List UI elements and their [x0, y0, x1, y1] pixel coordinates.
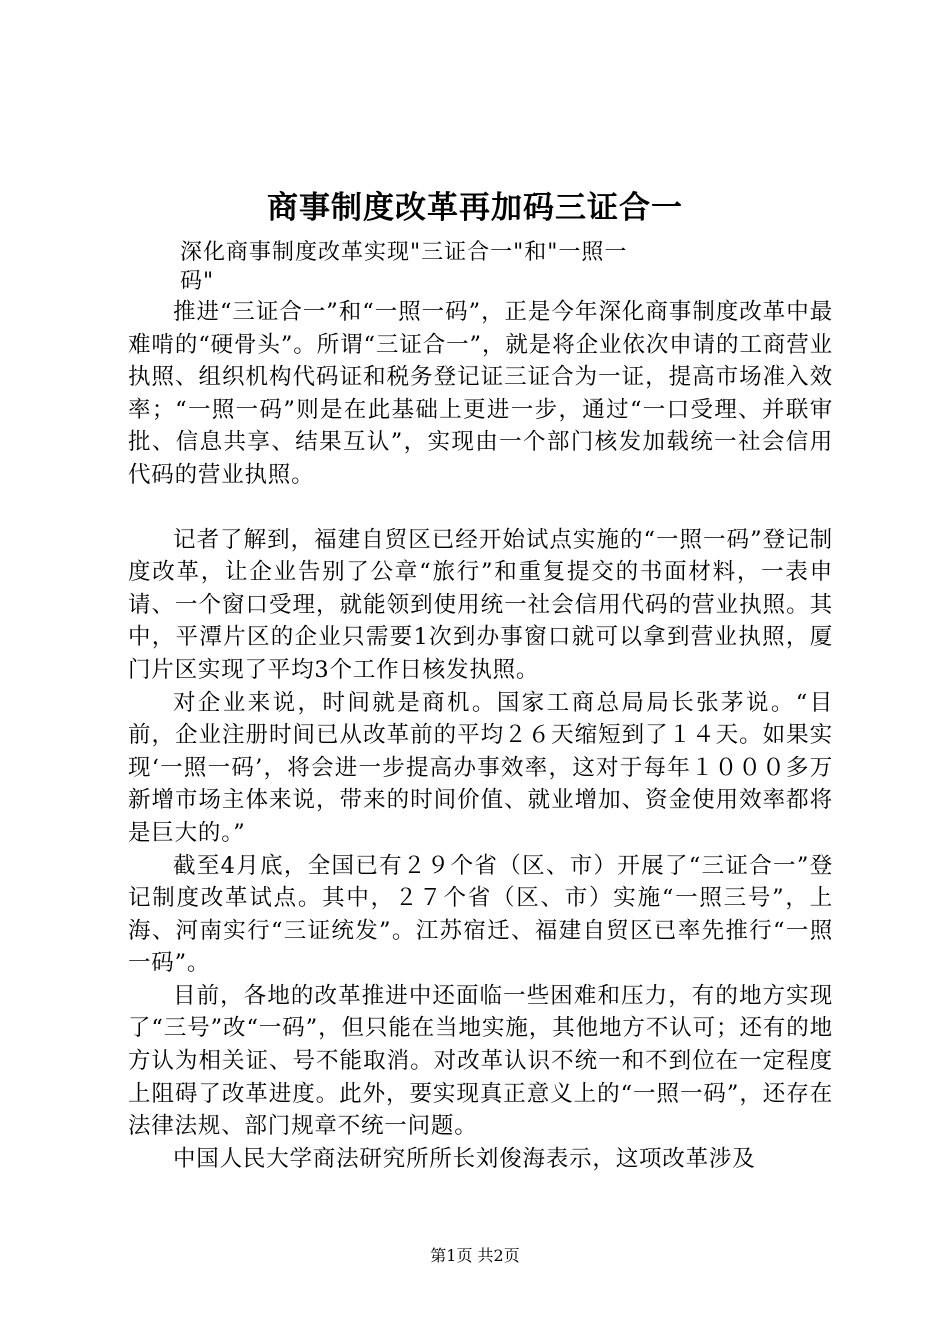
paragraph: 推进“三证合一”和“一照一码”，正是今年深化商事制度改革中最难啃的“硬骨头”。所谓“三证合一”，就是将企业依次申请的工商营业执照、组织机构代码证和税务登记证三证合为一证，提高市场准入效率；“一照一码”则是在此基础上更进一步，通过“一口受理、并联审批、信息共享、结果互认”，实现由一个部门核发加载统一社会信用代码的营业执照。	[128, 299, 833, 488]
paragraph: 记者了解到，福建自贸区已经开始试点实施的“一照一码”登记制度改革，让企业告别了公章“旅行”和重复提交的书面材料，一表申请、一个窗口受理，就能领到使用统一社会信用代码的营业执照。其中，平潭片区的企业只需要1次到办事窗口就可以拿到营业执照，厦门片区实现了平均3个工作日核发执照。	[128, 526, 833, 683]
document-title: 商事制度改革再加码三证合一	[267, 190, 683, 226]
page-footer: 第1页 共2页	[430, 1246, 520, 1265]
paragraph: 目前，各地的改革推进中还面临一些困难和压力，有的地方实现了“三号”改“一码”，但只能在当地实施，其他地方不认可；还有的地方认为相关证、号不能取消。对改革认识不统一和不到位在一定程度上阻碍了改革进度。此外，要实现真正意义上的“一照一码”，还存在法律法规、部门规章不统一问题。	[128, 982, 833, 1140]
document-subtitle: 深化商事制度改革实现"三证合一"和"一照一码"	[180, 240, 628, 294]
paragraph: 中国人民大学商法研究所所长刘俊海表示，这项改革涉及	[173, 1145, 756, 1172]
document-body	[128, 296, 833, 1175]
paragraph: 截至4月底，全国已有２９个省（区、市）开展了“三证合一”登记制度改革试点。其中，２７个省（区、市）实施“一照三号”，上海、河南实行“三证统发”。江苏宿迁、福建自贸区已率先推行“一照一码”。	[128, 852, 833, 977]
paragraph: 对企业来说，时间就是商机。国家工商总局局长张茅说。“目前，企业注册时间已从改革前的平均２６天缩短到了１４天。如果实现‘一照一码’，将会进一步提高办事效率，这对于每年１０００多万新增市场主体来说，带来的时间价值、就业增加、资金使用效率都将是巨大的。”	[128, 689, 833, 846]
